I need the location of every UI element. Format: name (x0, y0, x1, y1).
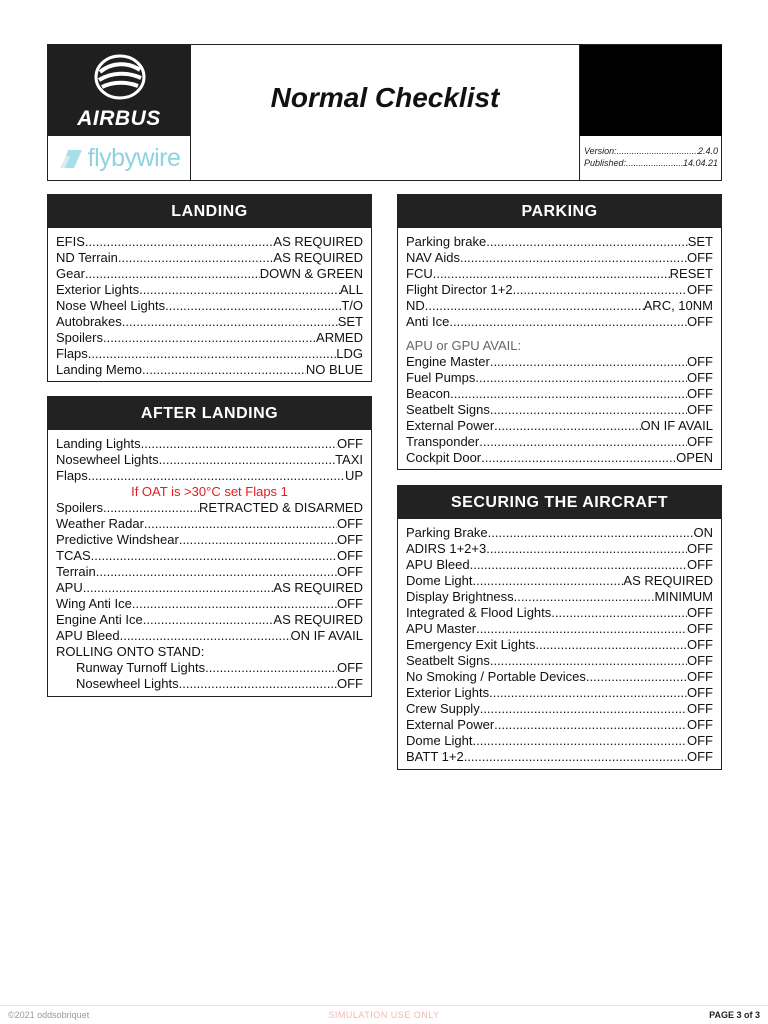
section-body (48, 228, 371, 378)
checklist-item-value: OFF (337, 564, 363, 579)
checklist-item-label: Terrain (56, 564, 96, 579)
leader-dots (120, 628, 291, 644)
checklist-group (56, 660, 363, 692)
checklist-item-value: ON (693, 525, 713, 540)
checklist-item-value: OFF (337, 436, 363, 451)
leader-dots (480, 701, 687, 717)
leader-dots (488, 525, 694, 541)
blank-black-box (580, 45, 722, 136)
checklist-item-value: ALL (339, 282, 363, 297)
checklist-item-value: ON IF AVAIL (290, 628, 363, 643)
leader-dots (617, 145, 698, 157)
flybywire-logo-icon (58, 148, 84, 170)
checklist-item-value: OFF (687, 733, 713, 748)
checklist-group (56, 500, 363, 644)
logo-panel (48, 45, 191, 180)
leader-dots (425, 298, 644, 314)
checklist-item-label: Display Brightness (406, 589, 514, 604)
checklist-item (406, 589, 713, 605)
checklist-item-value: OFF (687, 653, 713, 668)
checklist-item (56, 298, 363, 314)
parking-section (397, 194, 722, 470)
checklist-item-value: OFF (687, 370, 713, 385)
checklist-item-label: APU Master (406, 621, 477, 636)
checklist-item-label: APU Bleed (406, 557, 470, 572)
checklist-item-value: OFF (687, 621, 713, 636)
checklist-item (406, 298, 713, 314)
airbus-wordmark: AIRBUS (77, 107, 161, 130)
section-body (398, 228, 721, 466)
checklist-item-value: OFF (687, 354, 713, 369)
leader-dots (551, 605, 687, 621)
checklist-item-value: OFF (337, 532, 363, 547)
after-landing-section (47, 396, 372, 697)
published-label: Published: (584, 158, 627, 168)
checklist-item-label: Exterior Lights (56, 282, 140, 297)
leader-dots (494, 717, 687, 733)
checklist-item-label: Engine Master (406, 354, 490, 369)
checklist-item-label: Engine Anti Ice (56, 612, 143, 627)
checklist-item-label: NAV Aids (406, 250, 460, 265)
checklist-item-value: OFF (687, 250, 713, 265)
checklist-item (56, 500, 363, 516)
checklist-item-label: Exterior Lights (406, 685, 490, 700)
leader-dots (165, 298, 341, 314)
leader-dots (535, 637, 687, 653)
leader-dots (132, 596, 337, 612)
checklist-item-label: Landing Memo (56, 362, 142, 377)
leader-dots (472, 733, 687, 749)
section-title: LANDING (48, 195, 371, 228)
leader-dots (91, 548, 337, 564)
leader-dots (486, 234, 687, 250)
checklist-item-value: RETRACTED & DISARMED (199, 500, 363, 515)
checklist-item-label: Emergency Exit Lights (406, 637, 536, 652)
leader-dots (460, 250, 687, 266)
checklist-item (56, 596, 363, 612)
checklist-item-value: T/O (341, 298, 363, 313)
checklist-item-value: OFF (337, 660, 363, 675)
checklist-group (406, 234, 713, 330)
checklist-item (406, 525, 713, 541)
checklist-item-value: AS REQUIRED (273, 250, 363, 265)
checklist-item-label: Flaps (56, 346, 88, 361)
checklist-item-label: Weather Radar (56, 516, 144, 531)
leader-dots (472, 573, 623, 589)
checklist-item (406, 266, 713, 282)
leader-dots (489, 685, 687, 701)
checklist-item-label: External Power (406, 717, 495, 732)
checklist-item-value: OFF (337, 596, 363, 611)
checklist-item (56, 516, 363, 532)
leader-dots (490, 653, 687, 669)
checklist-item (56, 436, 363, 452)
version-label: Version: (584, 146, 617, 156)
leader-dots (514, 589, 655, 605)
leader-dots (449, 314, 687, 330)
checklist-item-value: OFF (337, 516, 363, 531)
section-title: SECURING THE AIRCRAFT (398, 486, 721, 519)
checklist-item (56, 532, 363, 548)
checklist-item-label: Crew Supply (406, 701, 480, 716)
checklist-item (406, 386, 713, 402)
leader-dots (475, 370, 687, 386)
checklist-item-label: Nosewheel Lights (76, 676, 179, 691)
checklist-item-label: Fuel Pumps (406, 370, 476, 385)
leader-dots (122, 314, 338, 330)
checklist-item-label: APU Bleed (56, 628, 120, 643)
checklist-item (406, 733, 713, 749)
checklist-item-label: Predictive Windshear (56, 532, 179, 547)
checklist-item-value: OFF (687, 314, 713, 329)
checklist-item (406, 749, 713, 765)
flaps-note: If OAT is >30°C set Flaps 1 (131, 484, 288, 499)
checklist-item (406, 621, 713, 637)
checklist-item (406, 250, 713, 266)
checklist-item-label: Beacon (406, 386, 451, 401)
checklist-item-label: Anti Ice (406, 314, 450, 329)
checklist-item-value: AS REQUIRED (273, 580, 363, 595)
checklist-item (406, 653, 713, 669)
leader-dots (103, 330, 316, 346)
checklist-item-label: Cockpit Door (406, 450, 482, 465)
checklist-item-label: Seatbelt Signs (406, 402, 490, 417)
leader-dots (179, 676, 337, 692)
checklist-item-value: UP (344, 468, 363, 483)
leader-dots (88, 346, 336, 362)
leader-dots (481, 450, 676, 466)
version-value: 2.4.0 (697, 146, 718, 156)
checklist-item (56, 580, 363, 596)
checklist-item (406, 573, 713, 589)
checklist-item (406, 418, 713, 434)
leader-dots (464, 749, 687, 765)
airbus-logo-panel (48, 45, 190, 136)
checklist-item (406, 669, 713, 685)
checklist-item-label: Parking Brake (406, 525, 488, 540)
checklist-item (56, 612, 363, 628)
checklist-group (56, 436, 363, 484)
checklist-item (56, 468, 363, 484)
checklist-item-value: SET (337, 314, 363, 329)
checklist-item-label: Wing Anti Ice (56, 596, 132, 611)
checklist-item-label: ND (406, 298, 425, 313)
checklist-item (406, 370, 713, 386)
checklist-item-label: TCAS (56, 548, 91, 563)
version-row (584, 145, 718, 157)
checklist-item (56, 628, 363, 644)
simulation-use-notice: SIMULATION USE ONLY (328, 1010, 440, 1020)
published-row (584, 157, 718, 169)
leader-dots (85, 234, 274, 250)
checklist-item-value: NO BLUE (305, 362, 363, 377)
checklist-item-value: RESET (669, 266, 713, 281)
section-title: AFTER LANDING (48, 397, 371, 430)
checklist-item-value: OFF (687, 434, 713, 449)
apu-gpu-avail-heading: APU or GPU AVAIL: (406, 338, 522, 353)
checklist-item-value: OFF (687, 402, 713, 417)
section-body (398, 519, 721, 765)
checklist-item-label: Spoilers (56, 500, 103, 515)
checklist-item-value: OFF (687, 605, 713, 620)
checklist-item-value: OFF (337, 676, 363, 691)
leader-dots (144, 516, 337, 532)
checklist-item-value: OFF (687, 541, 713, 556)
checklist-item-label: External Power (406, 418, 495, 433)
checklist-item-value: OPEN (676, 450, 713, 465)
checklist-item (406, 282, 713, 298)
checklist-item-value: OFF (687, 669, 713, 684)
checklist-item (56, 282, 363, 298)
checklist-item (406, 701, 713, 717)
checklist-item-value: OFF (687, 701, 713, 716)
checklist-item (406, 234, 713, 250)
leader-dots (88, 468, 345, 484)
page-title: Normal Checklist (270, 81, 500, 113)
checklist-item-value: MINIMUM (654, 589, 713, 604)
leader-dots (118, 250, 274, 266)
checklist-item (56, 314, 363, 330)
document-meta (584, 145, 718, 169)
checklist-item-label: Transponder (406, 434, 480, 449)
leader-dots (83, 580, 274, 596)
checklist-item (406, 605, 713, 621)
checklist-item-value: OFF (687, 717, 713, 732)
leader-dots (142, 362, 306, 378)
checklist-item-label: No Smoking / Portable Devices (406, 669, 586, 684)
section-body (48, 430, 371, 692)
checklist-item-label: Dome Light (406, 573, 473, 588)
leader-dots (479, 434, 687, 450)
checklist-item (56, 250, 363, 266)
checklist-item (56, 266, 363, 282)
airbus-logo-icon (94, 54, 146, 100)
section-title: PARKING (398, 195, 721, 228)
checklist-item-value: AS REQUIRED (273, 612, 363, 627)
checklist-item-value: ON IF AVAIL (640, 418, 713, 433)
leader-dots (486, 541, 687, 557)
checklist-item-value: AS REQUIRED (273, 234, 363, 249)
checklist-item-value: ARMED (316, 330, 363, 345)
checklist-item-value: DOWN & GREEN (259, 266, 363, 281)
checklist-item (406, 541, 713, 557)
checklist-item (56, 234, 363, 250)
flybywire-wordmark: flybywire (87, 144, 181, 172)
rolling-onto-stand-heading: ROLLING ONTO STAND: (56, 644, 205, 659)
checklist-item-label: FCU (406, 266, 433, 281)
checklist-item (406, 685, 713, 701)
checklist-item-label: Flight Director 1+2 (406, 282, 513, 297)
checklist-item-label: ADIRS 1+2+3 (406, 541, 487, 556)
leader-dots (205, 660, 337, 676)
checklist-item (406, 717, 713, 733)
checklist-item-value: OFF (687, 637, 713, 652)
checklist-item (56, 362, 363, 378)
checklist-item (406, 314, 713, 330)
checklist-item-label: BATT 1+2 (406, 749, 464, 764)
checklist-item-label: Flaps (56, 468, 88, 483)
leader-dots (139, 282, 340, 298)
leader-dots (103, 500, 199, 516)
checklist-item-label: Gear (56, 266, 85, 281)
checklist-item (56, 660, 363, 676)
flybywire-logo (48, 137, 190, 180)
copyright-text: ©2021 oddsobriquet (8, 1010, 90, 1020)
leader-dots (85, 266, 260, 282)
leader-dots (586, 669, 687, 685)
checklist-item (406, 557, 713, 573)
checklist-item-label: Nose Wheel Lights (56, 298, 166, 313)
checklist-item (56, 346, 363, 362)
checklist-item-label: ND Terrain (56, 250, 118, 265)
checklist-item (406, 402, 713, 418)
checklist-item (406, 450, 713, 466)
checklist-item (406, 637, 713, 653)
footer-divider (0, 1005, 768, 1006)
checklist-item (56, 548, 363, 564)
leader-dots (513, 282, 687, 298)
checklist-item-value: TAXI (335, 452, 363, 467)
leader-dots (626, 157, 683, 169)
checklist-item-label: Nosewheel Lights (56, 452, 159, 467)
page-number: PAGE 3 of 3 (709, 1010, 760, 1020)
checklist-item-value: LDG (336, 346, 363, 361)
landing-section (47, 194, 372, 382)
leader-dots (490, 354, 687, 370)
leader-dots (450, 386, 687, 402)
checklist-item (56, 452, 363, 468)
securing-aircraft-section (397, 485, 722, 770)
checklist-item-label: Spoilers (56, 330, 103, 345)
checklist-item-value: OFF (337, 548, 363, 563)
leader-dots (490, 402, 687, 418)
leader-dots (470, 557, 687, 573)
checklist-item-label: Seatbelt Signs (406, 653, 490, 668)
leader-dots (143, 612, 274, 628)
document-info-panel (579, 45, 721, 180)
checklist-item-value: SET (687, 234, 713, 249)
checklist-item (406, 354, 713, 370)
leader-dots (159, 452, 335, 468)
checklist-item-value: OFF (687, 685, 713, 700)
checklist-item-value: ARC, 10NM (643, 298, 713, 313)
checklist-item (56, 676, 363, 692)
checklist-item-label: EFIS (56, 234, 85, 249)
checklist-item-label: Landing Lights (56, 436, 141, 451)
checklist-item-value: OFF (687, 386, 713, 401)
leader-dots (494, 418, 640, 434)
checklist-item-label: Runway Turnoff Lights (76, 660, 206, 675)
checklist-item-value: AS REQUIRED (623, 573, 713, 588)
checklist-group (406, 354, 713, 466)
checklist-item (56, 564, 363, 580)
leader-dots (476, 621, 687, 637)
checklist-item-label: Dome Light (406, 733, 473, 748)
checklist-item-label: Parking brake (406, 234, 487, 249)
published-value: 14.04.21 (682, 158, 718, 168)
checklist-item-label: Autobrakes (56, 314, 122, 329)
leader-dots (141, 436, 337, 452)
checklist-item (56, 330, 363, 346)
checklist-item-label: APU (56, 580, 83, 595)
leader-dots (96, 564, 337, 580)
leader-dots (433, 266, 670, 282)
checklist-item (406, 434, 713, 450)
checklist-item-label: Integrated & Flood Lights (406, 605, 552, 620)
checklist-header (47, 44, 722, 181)
checklist-item-value: OFF (687, 557, 713, 572)
leader-dots (179, 532, 337, 548)
checklist-item-value: OFF (687, 749, 713, 764)
checklist-item-value: OFF (687, 282, 713, 297)
